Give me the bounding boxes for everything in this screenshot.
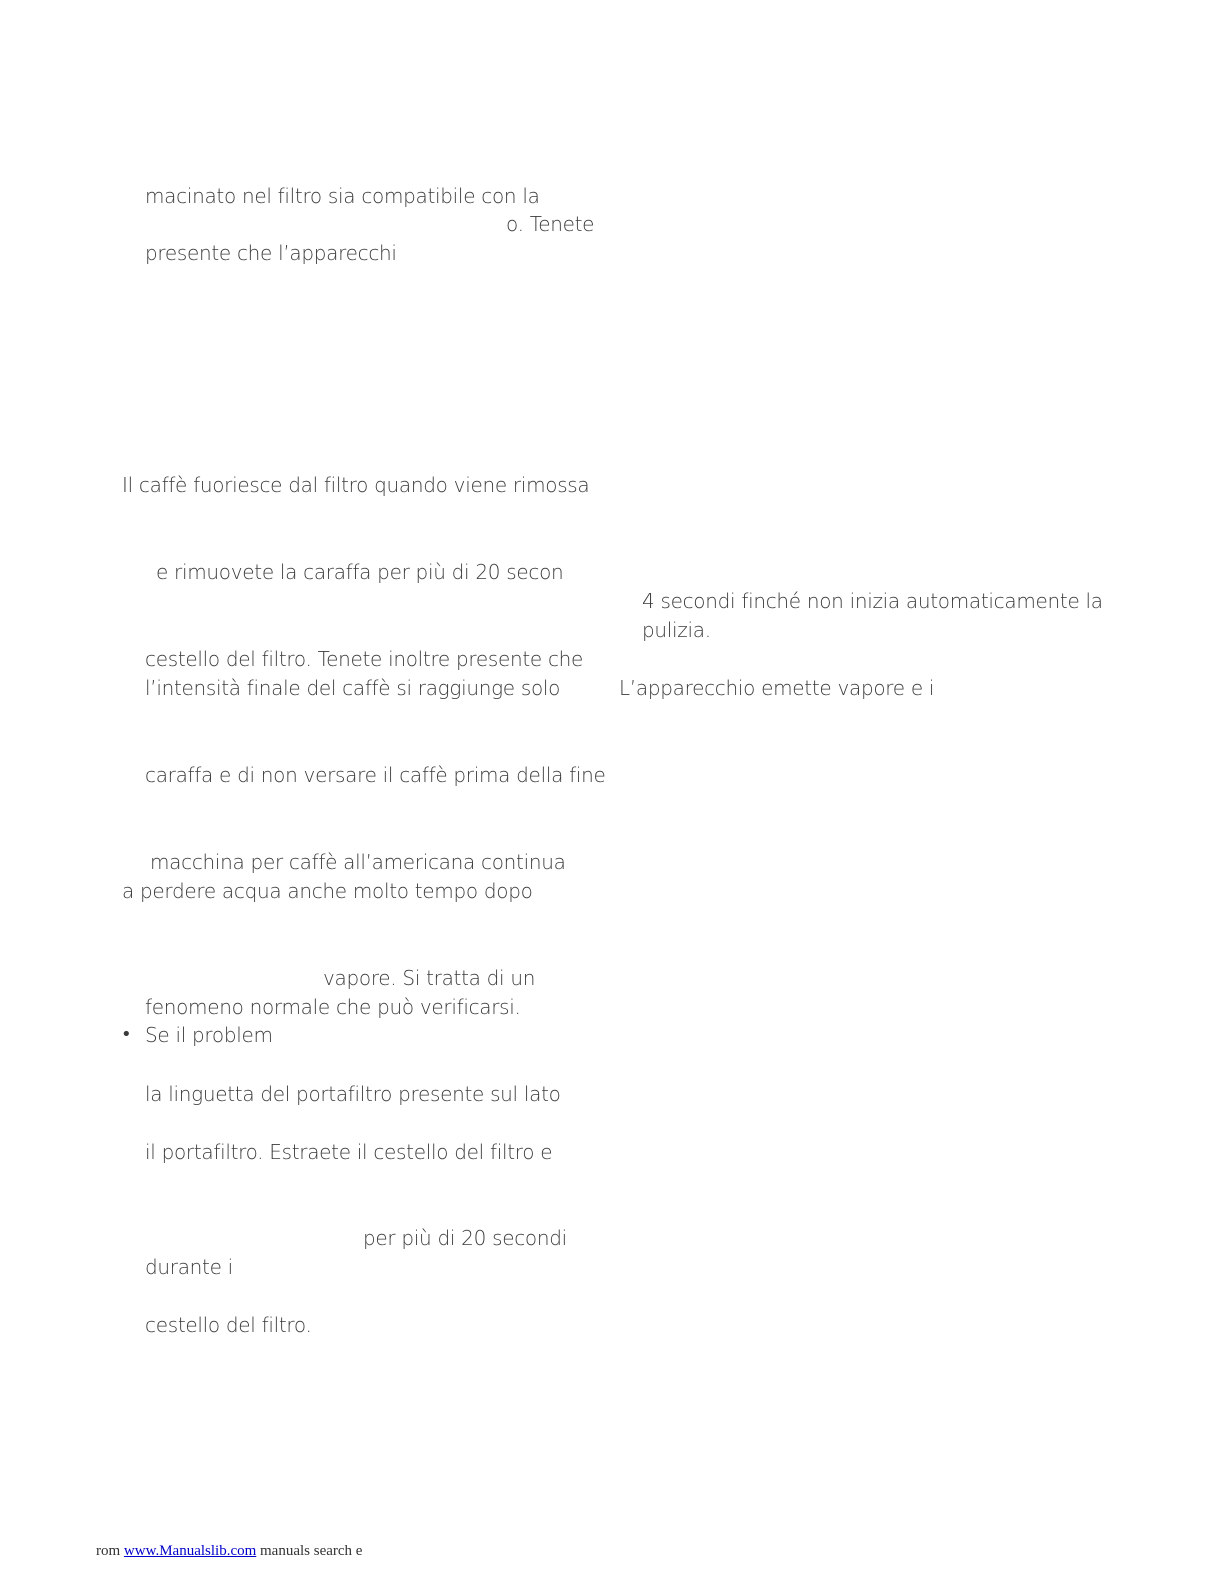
text-line: pulizia. [642,618,711,642]
text-line: per più di 20 secondi [363,1226,567,1250]
footer-suffix: manuals search e [260,1543,363,1559]
manualslib-link[interactable]: www.Manualslib.com [123,1543,257,1559]
text-line: presente che l’apparecchi [145,241,397,265]
section-heading: a perdere acqua anche molto tempo dopo [122,879,533,903]
text-line: la linguetta del portafiltro presente sul lato [145,1082,561,1106]
text-line: macchina per caffè all’americana continua [150,850,566,874]
text-line: durante i [145,1255,233,1279]
footer [96,1541,362,1561]
text-line: e rimuovete la caraffa per più di 20 secon [156,560,564,584]
text-line: macinato nel filtro sia compatibile con la [145,184,540,208]
text-line: o. Tenete [506,212,595,236]
text-line: il portafiltro. Estraete il cestello del filtro e [145,1140,553,1164]
text-line: vapore. Si tratta di un [323,966,536,990]
bullet-icon: • [121,1024,132,1045]
text-line: caraffa e di non versare il caffè prima della fine [145,763,606,787]
text-line: cestello del filtro. [145,1313,312,1337]
footer-prefix: rom [96,1543,121,1559]
section-heading: Il caffè fuoriesce dal filtro quando viene rimossa [122,473,590,497]
text-line: cestello del filtro. Tenete inoltre presente che [145,647,584,671]
text-line: fenomeno normale che può verificarsi. [145,995,521,1019]
text-line: Se il problem [145,1023,273,1047]
text-line: 4 secondi finché non inizia automaticamente la [642,589,1103,613]
text-line: l’intensità finale del caffè si raggiunge solo [145,676,561,700]
section-heading: L’apparecchio emette vapore e i [619,676,935,700]
